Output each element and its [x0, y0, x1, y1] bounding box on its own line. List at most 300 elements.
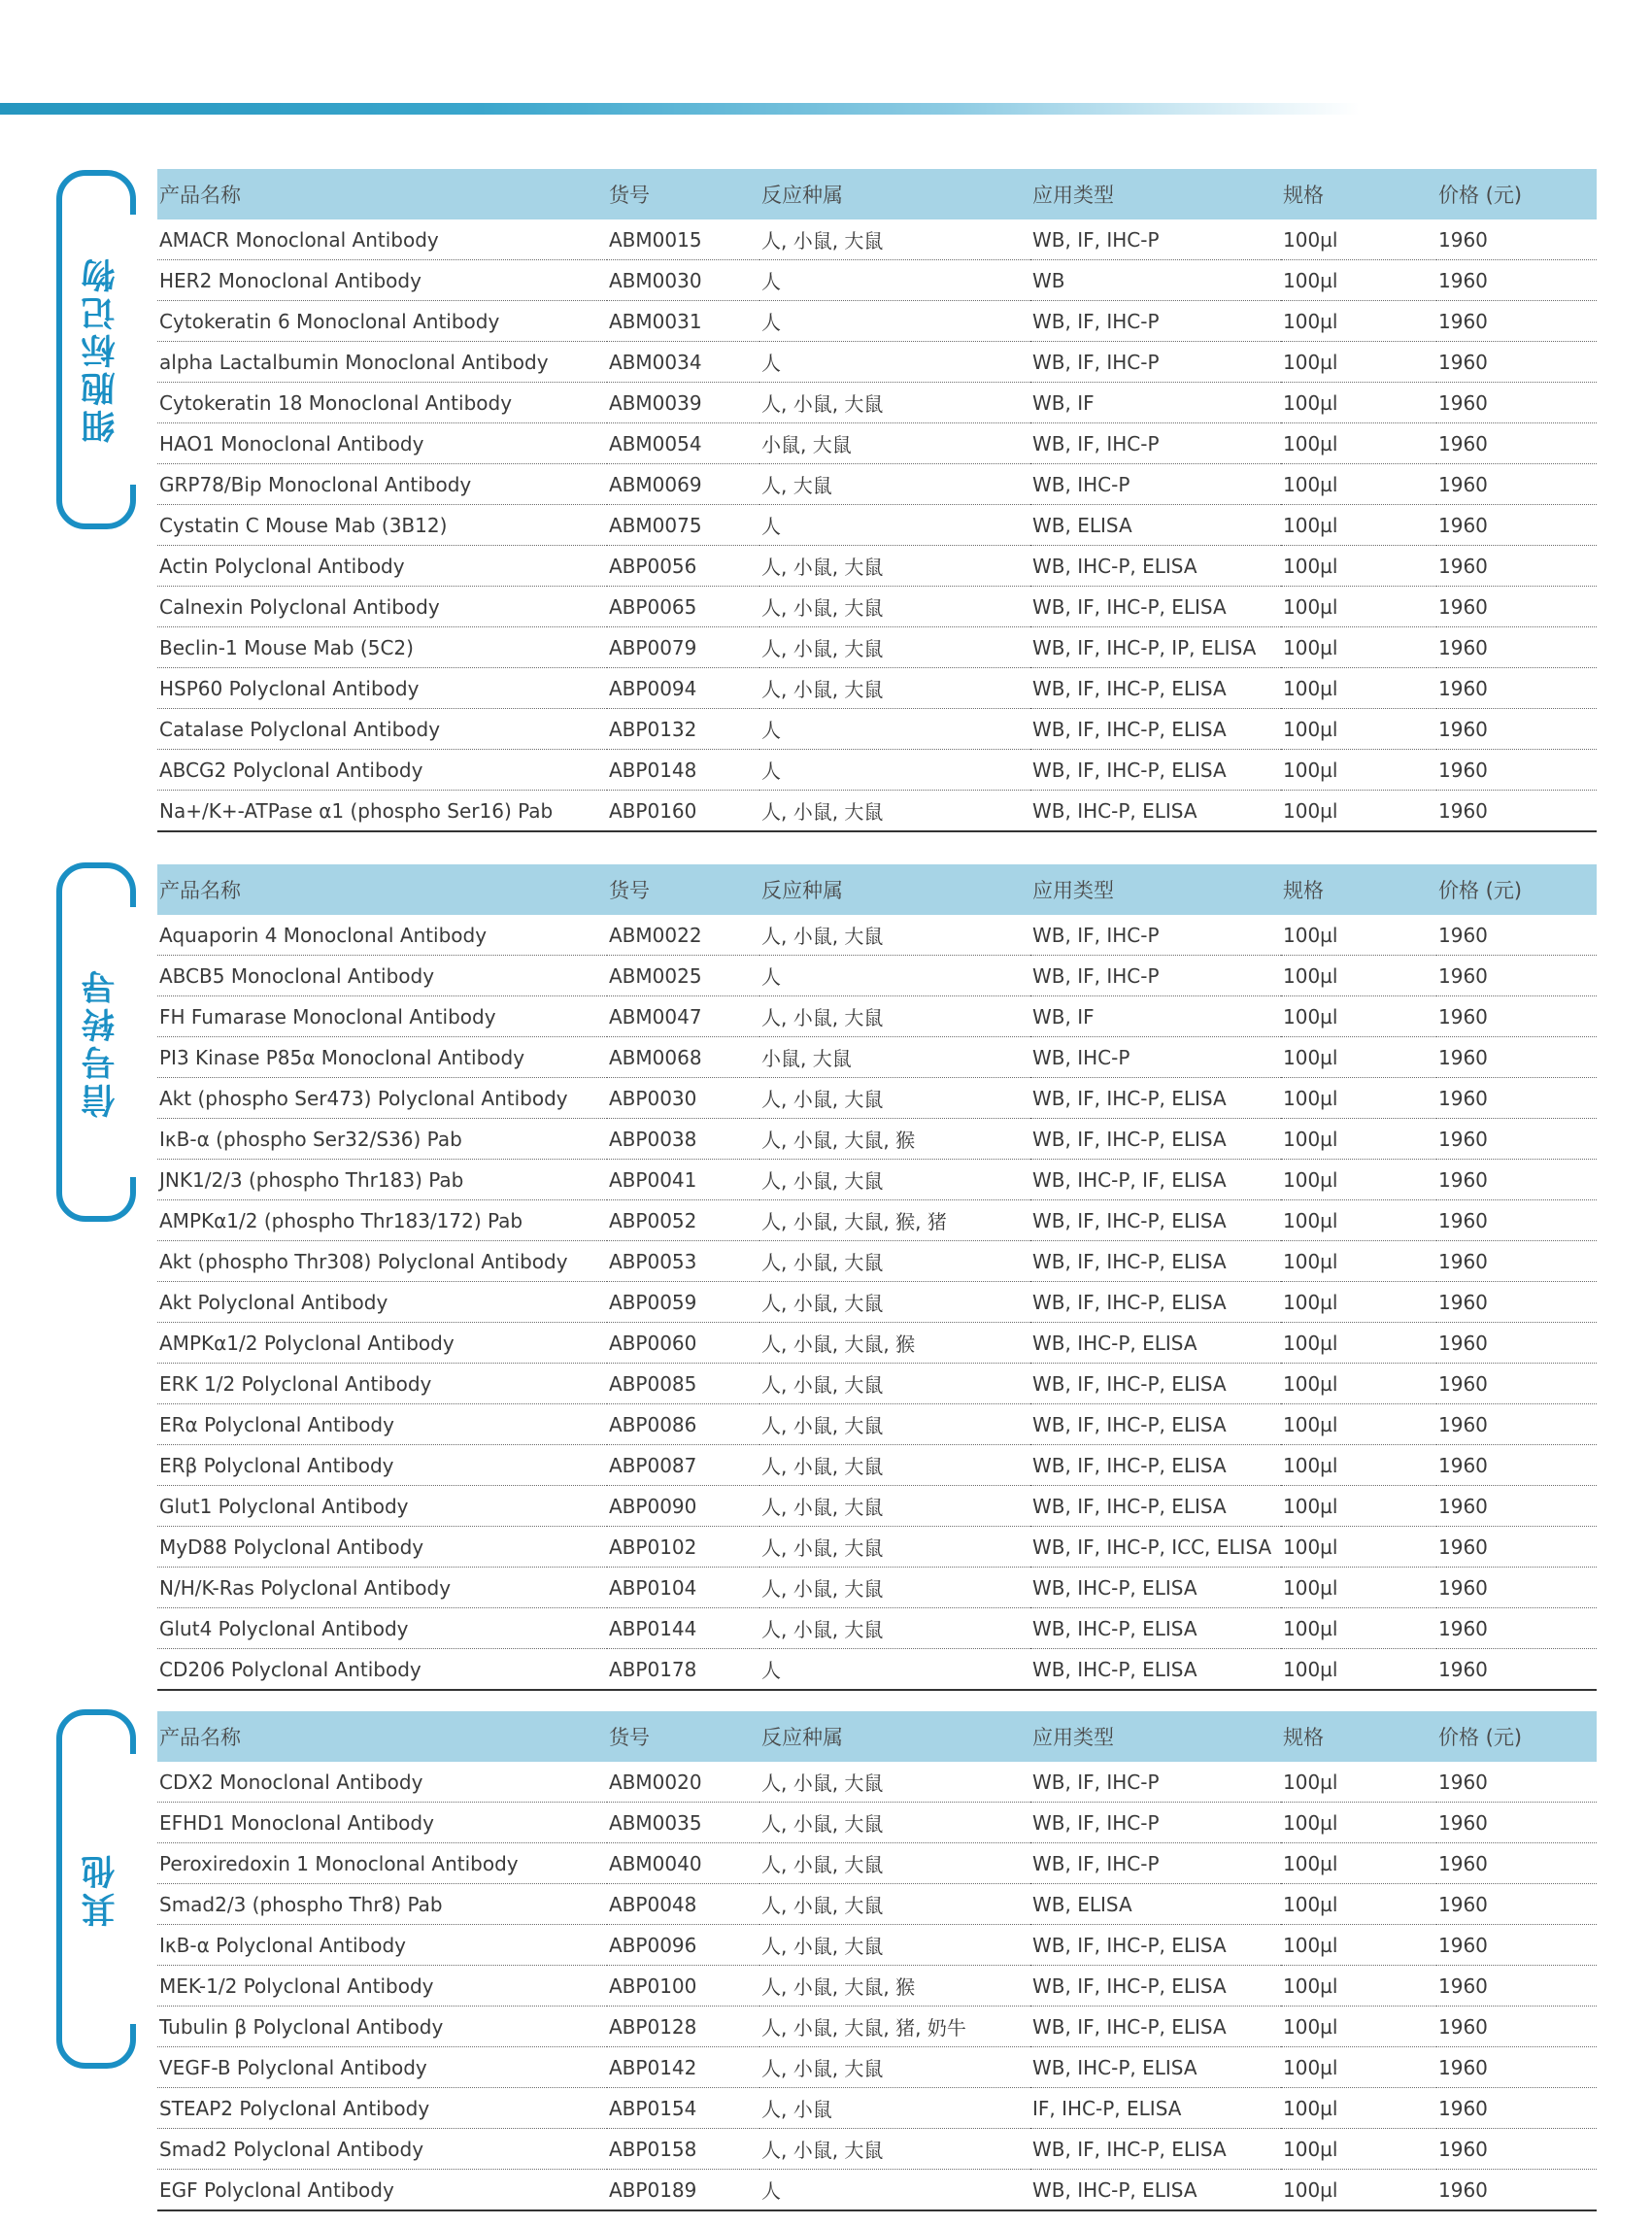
reactivity-cell: 人, 小鼠, 大鼠 [759, 1241, 1030, 1282]
reactivity-cell: 人 [759, 342, 1030, 383]
catalog-number-cell: ABM0015 [607, 219, 759, 260]
price-cell: 1960 [1436, 464, 1597, 505]
header-reactivity: 反应种属 [759, 864, 1030, 915]
size-cell: 100µl [1281, 1762, 1436, 1803]
table-row [157, 260, 1597, 301]
price-cell: 1960 [1436, 1762, 1597, 1803]
catalog-number-cell: ABP0086 [607, 1404, 759, 1445]
size-cell: 100µl [1281, 1884, 1436, 1925]
product-name-cell: ERα Polyclonal Antibody [157, 1404, 607, 1445]
application-cell: WB, IF, IHC-P, ELISA [1030, 587, 1281, 627]
product-name-cell: Beclin-1 Mouse Mab (5C2) [157, 627, 607, 668]
product-name-cell: MyD88 Polyclonal Antibody [157, 1527, 607, 1568]
price-cell: 1960 [1436, 587, 1597, 627]
header-application: 应用类型 [1030, 169, 1281, 219]
catalog-number-cell: ABP0189 [607, 2170, 759, 2211]
product-name-cell: ABCG2 Polyclonal Antibody [157, 750, 607, 791]
table-row [157, 1486, 1597, 1527]
price-cell: 1960 [1436, 1966, 1597, 2007]
reactivity-cell: 人, 小鼠, 大鼠, 猴 [759, 1966, 1030, 2007]
catalog-number-cell: ABP0142 [607, 2047, 759, 2088]
price-cell: 1960 [1436, 505, 1597, 546]
application-cell: WB [1030, 260, 1281, 301]
table-row [157, 1925, 1597, 1966]
product-name-cell: CD206 Polyclonal Antibody [157, 1649, 607, 1691]
application-cell: WB, IHC-P, ELISA [1030, 1323, 1281, 1364]
size-cell: 100µl [1281, 1445, 1436, 1486]
catalog-number-cell: ABP0056 [607, 546, 759, 587]
reactivity-cell: 人, 小鼠, 大鼠 [759, 1925, 1030, 1966]
header-size: 规格 [1281, 169, 1436, 219]
size-cell: 100µl [1281, 219, 1436, 260]
reactivity-cell: 人, 小鼠, 大鼠 [759, 1282, 1030, 1323]
size-cell: 100µl [1281, 956, 1436, 996]
size-cell: 100µl [1281, 2170, 1436, 2211]
size-cell: 100µl [1281, 1037, 1436, 1078]
size-cell: 100µl [1281, 260, 1436, 301]
application-cell: WB, IF, IHC-P, ELISA [1030, 1241, 1281, 1282]
header-catalog-number: 货号 [607, 1711, 759, 1762]
product-name-cell: ERK 1/2 Polyclonal Antibody [157, 1364, 607, 1404]
size-cell: 100µl [1281, 627, 1436, 668]
table-row [157, 627, 1597, 668]
table-row [157, 750, 1597, 791]
catalog-number-cell: ABP0144 [607, 1608, 759, 1649]
table-row [157, 956, 1597, 996]
catalog-number-cell: ABP0104 [607, 1568, 759, 1608]
application-cell: WB, IF, IHC-P, ELISA [1030, 750, 1281, 791]
price-cell: 1960 [1436, 996, 1597, 1037]
reactivity-cell: 人, 小鼠, 大鼠 [759, 1803, 1030, 1843]
catalog-number-cell: ABP0059 [607, 1282, 759, 1323]
table-row [157, 2129, 1597, 2170]
application-cell: WB, IF, IHC-P, ELISA [1030, 668, 1281, 709]
reactivity-cell: 人, 小鼠, 大鼠, 猴, 猪 [759, 1200, 1030, 1241]
table-row [157, 1803, 1597, 1843]
table-row [157, 1966, 1597, 2007]
product-name-cell: AMPKα1/2 Polyclonal Antibody [157, 1323, 607, 1364]
price-cell: 1960 [1436, 1884, 1597, 1925]
table-row [157, 1404, 1597, 1445]
reactivity-cell: 人, 小鼠, 大鼠 [759, 219, 1030, 260]
application-cell: WB, ELISA [1030, 1884, 1281, 1925]
table-header-row [157, 1711, 1597, 1762]
product-name-cell: Cytokeratin 6 Monoclonal Antibody [157, 301, 607, 342]
reactivity-cell: 人 [759, 750, 1030, 791]
product-name-cell: EFHD1 Monoclonal Antibody [157, 1803, 607, 1843]
table-row [157, 1762, 1597, 1803]
product-name-cell: Smad2 Polyclonal Antibody [157, 2129, 607, 2170]
catalog-number-cell: ABP0085 [607, 1364, 759, 1404]
product-name-cell: Aquaporin 4 Monoclonal Antibody [157, 915, 607, 956]
table-row [157, 996, 1597, 1037]
header-size: 规格 [1281, 1711, 1436, 1762]
table-row [157, 915, 1597, 956]
price-cell: 1960 [1436, 1323, 1597, 1364]
header-catalog-number: 货号 [607, 169, 759, 219]
reactivity-cell: 人, 小鼠, 大鼠 [759, 627, 1030, 668]
table-row [157, 1323, 1597, 1364]
table-row [157, 1568, 1597, 1608]
reactivity-cell: 人, 小鼠, 大鼠, 猴 [759, 1119, 1030, 1160]
product-name-cell: ABCB5 Monoclonal Antibody [157, 956, 607, 996]
reactivity-cell: 人 [759, 709, 1030, 750]
application-cell: WB, IF, IHC-P, ELISA [1030, 1925, 1281, 1966]
size-cell: 100µl [1281, 915, 1436, 956]
product-name-cell: Actin Polyclonal Antibody [157, 546, 607, 587]
table-row [157, 1527, 1597, 1568]
catalog-number-cell: ABM0068 [607, 1037, 759, 1078]
price-cell: 1960 [1436, 1200, 1597, 1241]
catalog-number-cell: ABP0079 [607, 627, 759, 668]
size-cell: 100µl [1281, 1364, 1436, 1404]
application-cell: IF, IHC-P, ELISA [1030, 2088, 1281, 2129]
price-cell: 1960 [1436, 1608, 1597, 1649]
price-cell: 1960 [1436, 2047, 1597, 2088]
product-name-cell: Peroxiredoxin 1 Monoclonal Antibody [157, 1843, 607, 1884]
catalog-number-cell: ABP0160 [607, 791, 759, 832]
size-cell: 100µl [1281, 1486, 1436, 1527]
header-catalog-number: 货号 [607, 864, 759, 915]
price-cell: 1960 [1436, 2088, 1597, 2129]
application-cell: WB, ELISA [1030, 505, 1281, 546]
catalog-number-cell: ABP0154 [607, 2088, 759, 2129]
size-cell: 100µl [1281, 1966, 1436, 2007]
product-name-cell: Smad2/3 (phospho Thr8) Pab [157, 1884, 607, 1925]
catalog-number-cell: ABP0048 [607, 1884, 759, 1925]
product-name-cell: N/H/K-Ras Polyclonal Antibody [157, 1568, 607, 1608]
catalog-number-cell: ABP0060 [607, 1323, 759, 1364]
catalog-number-cell: ABP0052 [607, 1200, 759, 1241]
reactivity-cell: 人, 小鼠, 大鼠 [759, 996, 1030, 1037]
size-cell: 100µl [1281, 1527, 1436, 1568]
size-cell: 100µl [1281, 1323, 1436, 1364]
table-row [157, 587, 1597, 627]
reactivity-cell: 人, 小鼠, 大鼠 [759, 668, 1030, 709]
catalog-number-cell: ABP0090 [607, 1486, 759, 1527]
header-reactivity: 反应种属 [759, 169, 1030, 219]
reactivity-cell: 人, 小鼠, 大鼠 [759, 2129, 1030, 2170]
size-cell: 100µl [1281, 791, 1436, 832]
table-row [157, 1843, 1597, 1884]
size-cell: 100µl [1281, 1200, 1436, 1241]
application-cell: WB, IF, IHC-P, ELISA [1030, 1364, 1281, 1404]
product-name-cell: HAO1 Monoclonal Antibody [157, 423, 607, 464]
reactivity-cell: 人, 小鼠, 大鼠 [759, 1762, 1030, 1803]
reactivity-cell: 小鼠, 大鼠 [759, 1037, 1030, 1078]
table-row [157, 791, 1597, 832]
price-cell: 1960 [1436, 1078, 1597, 1119]
application-cell: WB, IF, IHC-P, ELISA [1030, 1200, 1281, 1241]
product-name-cell: HSP60 Polyclonal Antibody [157, 668, 607, 709]
reactivity-cell: 人, 小鼠, 大鼠 [759, 587, 1030, 627]
size-cell: 100µl [1281, 383, 1436, 423]
catalog-number-cell: ABP0094 [607, 668, 759, 709]
size-cell: 100µl [1281, 709, 1436, 750]
catalog-number-cell: ABM0020 [607, 1762, 759, 1803]
reactivity-cell: 人, 小鼠, 大鼠 [759, 915, 1030, 956]
catalog-number-cell: ABP0065 [607, 587, 759, 627]
reactivity-cell: 人 [759, 301, 1030, 342]
price-cell: 1960 [1436, 1568, 1597, 1608]
price-cell: 1960 [1436, 915, 1597, 956]
application-cell: WB, IHC-P [1030, 464, 1281, 505]
catalog-number-cell: ABM0034 [607, 342, 759, 383]
header-product-name: 产品名称 [157, 1711, 607, 1762]
reactivity-cell: 人, 小鼠 [759, 2088, 1030, 2129]
table-row [157, 2170, 1597, 2211]
size-cell: 100µl [1281, 546, 1436, 587]
reactivity-cell: 人, 小鼠, 大鼠, 猴 [759, 1323, 1030, 1364]
product-table-other [157, 1711, 1597, 2211]
application-cell: WB, IHC-P, ELISA [1030, 2170, 1281, 2211]
product-name-cell: VEGF-B Polyclonal Antibody [157, 2047, 607, 2088]
reactivity-cell: 人, 小鼠, 大鼠 [759, 546, 1030, 587]
top-accent-bar [0, 103, 1360, 115]
price-cell: 1960 [1436, 1282, 1597, 1323]
application-cell: WB, IF, IHC-P, ICC, ELISA [1030, 1527, 1281, 1568]
price-cell: 1960 [1436, 423, 1597, 464]
reactivity-cell: 人, 大鼠 [759, 464, 1030, 505]
price-cell: 1960 [1436, 1160, 1597, 1200]
section-title-other: 其他 [82, 1851, 120, 1927]
product-name-cell: STEAP2 Polyclonal Antibody [157, 2088, 607, 2129]
table-row [157, 1119, 1597, 1160]
header-price: 价格 (元) [1436, 864, 1597, 915]
catalog-number-cell: ABM0069 [607, 464, 759, 505]
size-cell: 100µl [1281, 1608, 1436, 1649]
product-name-cell: GRP78/Bip Monoclonal Antibody [157, 464, 607, 505]
section-title-signal-transduction: 信号转导 [82, 966, 120, 1118]
table-row [157, 2007, 1597, 2047]
table-row [157, 1078, 1597, 1119]
header-product-name: 产品名称 [157, 864, 607, 915]
header-application: 应用类型 [1030, 1711, 1281, 1762]
reactivity-cell: 人 [759, 505, 1030, 546]
application-cell: WB, IF, IHC-P, ELISA [1030, 1966, 1281, 2007]
size-cell: 100µl [1281, 587, 1436, 627]
price-cell: 1960 [1436, 342, 1597, 383]
header-application: 应用类型 [1030, 864, 1281, 915]
table-row [157, 1200, 1597, 1241]
reactivity-cell: 人 [759, 260, 1030, 301]
application-cell: WB, IF, IHC-P [1030, 423, 1281, 464]
application-cell: WB, IHC-P, ELISA [1030, 2047, 1281, 2088]
reactivity-cell: 人 [759, 2170, 1030, 2211]
application-cell: WB, IF, IHC-P, ELISA [1030, 709, 1281, 750]
table-header-row [157, 864, 1597, 915]
product-name-cell: JNK1/2/3 (phospho Thr183) Pab [157, 1160, 607, 1200]
table-row [157, 1241, 1597, 1282]
section-title-cell-markers: 细胞标记物 [82, 254, 120, 445]
table-row [157, 423, 1597, 464]
price-cell: 1960 [1436, 383, 1597, 423]
reactivity-cell: 人, 小鼠, 大鼠 [759, 1445, 1030, 1486]
size-cell: 100µl [1281, 1160, 1436, 1200]
catalog-number-cell: ABP0148 [607, 750, 759, 791]
price-cell: 1960 [1436, 2007, 1597, 2047]
catalog-number-cell: ABP0087 [607, 1445, 759, 1486]
price-cell: 1960 [1436, 1527, 1597, 1568]
catalog-number-cell: ABP0100 [607, 1966, 759, 2007]
product-name-cell: AMPKα1/2 (phospho Thr183/172) Pab [157, 1200, 607, 1241]
price-cell: 1960 [1436, 750, 1597, 791]
header-price: 价格 (元) [1436, 169, 1597, 219]
product-name-cell: IκB-α Polyclonal Antibody [157, 1925, 607, 1966]
reactivity-cell: 人, 小鼠, 大鼠 [759, 1078, 1030, 1119]
reactivity-cell: 人, 小鼠, 大鼠 [759, 2047, 1030, 2088]
application-cell: WB, IF, IHC-P, ELISA [1030, 2129, 1281, 2170]
size-cell: 100µl [1281, 668, 1436, 709]
table-row [157, 2088, 1597, 2129]
table-row [157, 219, 1597, 260]
size-cell: 100µl [1281, 1282, 1436, 1323]
table-row [157, 505, 1597, 546]
application-cell: WB, IHC-P [1030, 1037, 1281, 1078]
table-row [157, 1037, 1597, 1078]
size-cell: 100µl [1281, 1649, 1436, 1691]
reactivity-cell: 人, 小鼠, 大鼠 [759, 1884, 1030, 1925]
price-cell: 1960 [1436, 1649, 1597, 1691]
catalog-number-cell: ABP0030 [607, 1078, 759, 1119]
reactivity-cell: 人, 小鼠, 大鼠 [759, 1160, 1030, 1200]
product-name-cell: Cytokeratin 18 Monoclonal Antibody [157, 383, 607, 423]
product-name-cell: Akt Polyclonal Antibody [157, 1282, 607, 1323]
size-cell: 100µl [1281, 1843, 1436, 1884]
price-cell: 1960 [1436, 627, 1597, 668]
product-table-signal-transduction [157, 864, 1597, 1691]
application-cell: WB, IF, IHC-P [1030, 1803, 1281, 1843]
table-row [157, 1160, 1597, 1200]
catalog-number-cell: ABP0102 [607, 1527, 759, 1568]
size-cell: 100µl [1281, 1925, 1436, 1966]
product-table-cell-markers [157, 169, 1597, 832]
price-cell: 1960 [1436, 1037, 1597, 1078]
size-cell: 100µl [1281, 1241, 1436, 1282]
reactivity-cell: 人, 小鼠, 大鼠 [759, 1404, 1030, 1445]
price-cell: 1960 [1436, 1119, 1597, 1160]
table-row [157, 1884, 1597, 1925]
product-name-cell: CDX2 Monoclonal Antibody [157, 1762, 607, 1803]
price-cell: 1960 [1436, 956, 1597, 996]
table-row [157, 2047, 1597, 2088]
price-cell: 1960 [1436, 1364, 1597, 1404]
application-cell: WB, IF, IHC-P, IP, ELISA [1030, 627, 1281, 668]
table-row [157, 464, 1597, 505]
catalog-number-cell: ABM0025 [607, 956, 759, 996]
product-name-cell: Akt (phospho Thr308) Polyclonal Antibody [157, 1241, 607, 1282]
size-cell: 100µl [1281, 750, 1436, 791]
header-reactivity: 反应种属 [759, 1711, 1030, 1762]
product-name-cell: PI3 Kinase P85α Monoclonal Antibody [157, 1037, 607, 1078]
price-cell: 1960 [1436, 219, 1597, 260]
reactivity-cell: 人, 小鼠, 大鼠 [759, 1843, 1030, 1884]
product-name-cell: EGF Polyclonal Antibody [157, 2170, 607, 2211]
size-cell: 100µl [1281, 1803, 1436, 1843]
product-name-cell: AMACR Monoclonal Antibody [157, 219, 607, 260]
price-cell: 1960 [1436, 1803, 1597, 1843]
product-name-cell: Na+/K+-ATPase α1 (phospho Ser16) Pab [157, 791, 607, 832]
reactivity-cell: 人, 小鼠, 大鼠 [759, 1568, 1030, 1608]
product-name-cell: Tubulin β Polyclonal Antibody [157, 2007, 607, 2047]
product-name-cell: Catalase Polyclonal Antibody [157, 709, 607, 750]
product-name-cell: HER2 Monoclonal Antibody [157, 260, 607, 301]
application-cell: WB, IF, IHC-P [1030, 956, 1281, 996]
catalog-number-cell: ABP0038 [607, 1119, 759, 1160]
table-row [157, 1649, 1597, 1691]
size-cell: 100µl [1281, 1568, 1436, 1608]
price-cell: 1960 [1436, 791, 1597, 832]
product-name-cell: alpha Lactalbumin Monoclonal Antibody [157, 342, 607, 383]
application-cell: WB, IF, IHC-P [1030, 1762, 1281, 1803]
size-cell: 100µl [1281, 342, 1436, 383]
application-cell: WB, IF, IHC-P [1030, 915, 1281, 956]
application-cell: WB, IF, IHC-P, ELISA [1030, 2007, 1281, 2047]
size-cell: 100µl [1281, 2088, 1436, 2129]
header-product-name: 产品名称 [157, 169, 607, 219]
catalog-number-cell: ABP0158 [607, 2129, 759, 2170]
reactivity-cell: 人, 小鼠, 大鼠 [759, 1608, 1030, 1649]
catalog-number-cell: ABM0031 [607, 301, 759, 342]
table-row [157, 383, 1597, 423]
reactivity-cell: 人, 小鼠, 大鼠 [759, 1364, 1030, 1404]
table-row [157, 1445, 1597, 1486]
application-cell: WB, IF, IHC-P, ELISA [1030, 1119, 1281, 1160]
size-cell: 100µl [1281, 464, 1436, 505]
catalog-number-cell: ABM0075 [607, 505, 759, 546]
catalog-number-cell: ABP0178 [607, 1649, 759, 1691]
catalog-number-cell: ABP0096 [607, 1925, 759, 1966]
application-cell: WB, IF [1030, 996, 1281, 1037]
price-cell: 1960 [1436, 1843, 1597, 1884]
size-cell: 100µl [1281, 1078, 1436, 1119]
table-row [157, 1282, 1597, 1323]
table-header-row [157, 169, 1597, 219]
application-cell: WB, IF, IHC-P, ELISA [1030, 1078, 1281, 1119]
price-cell: 1960 [1436, 1241, 1597, 1282]
price-cell: 1960 [1436, 301, 1597, 342]
application-cell: WB, IF, IHC-P [1030, 301, 1281, 342]
size-cell: 100µl [1281, 301, 1436, 342]
reactivity-cell: 小鼠, 大鼠 [759, 423, 1030, 464]
product-name-cell: ERβ Polyclonal Antibody [157, 1445, 607, 1486]
catalog-number-cell: ABM0040 [607, 1843, 759, 1884]
table-row [157, 1364, 1597, 1404]
catalog-number-cell: ABM0035 [607, 1803, 759, 1843]
product-name-cell: Calnexin Polyclonal Antibody [157, 587, 607, 627]
catalog-number-cell: ABP0128 [607, 2007, 759, 2047]
size-cell: 100µl [1281, 996, 1436, 1037]
application-cell: WB, IHC-P, IF, ELISA [1030, 1160, 1281, 1200]
application-cell: WB, IF, IHC-P, ELISA [1030, 1445, 1281, 1486]
application-cell: WB, IHC-P, ELISA [1030, 1568, 1281, 1608]
catalog-number-cell: ABP0053 [607, 1241, 759, 1282]
application-cell: WB, IF, IHC-P [1030, 342, 1281, 383]
reactivity-cell: 人 [759, 956, 1030, 996]
application-cell: WB, IHC-P, ELISA [1030, 791, 1281, 832]
table-row [157, 709, 1597, 750]
reactivity-cell: 人, 小鼠, 大鼠 [759, 1486, 1030, 1527]
price-cell: 1960 [1436, 709, 1597, 750]
reactivity-cell: 人, 小鼠, 大鼠 [759, 1527, 1030, 1568]
application-cell: WB, IHC-P, ELISA [1030, 1649, 1281, 1691]
product-name-cell: Akt (phospho Ser473) Polyclonal Antibody [157, 1078, 607, 1119]
header-price: 价格 (元) [1436, 1711, 1597, 1762]
catalog-number-cell: ABM0039 [607, 383, 759, 423]
table-row [157, 342, 1597, 383]
size-cell: 100µl [1281, 1404, 1436, 1445]
size-cell: 100µl [1281, 2129, 1436, 2170]
